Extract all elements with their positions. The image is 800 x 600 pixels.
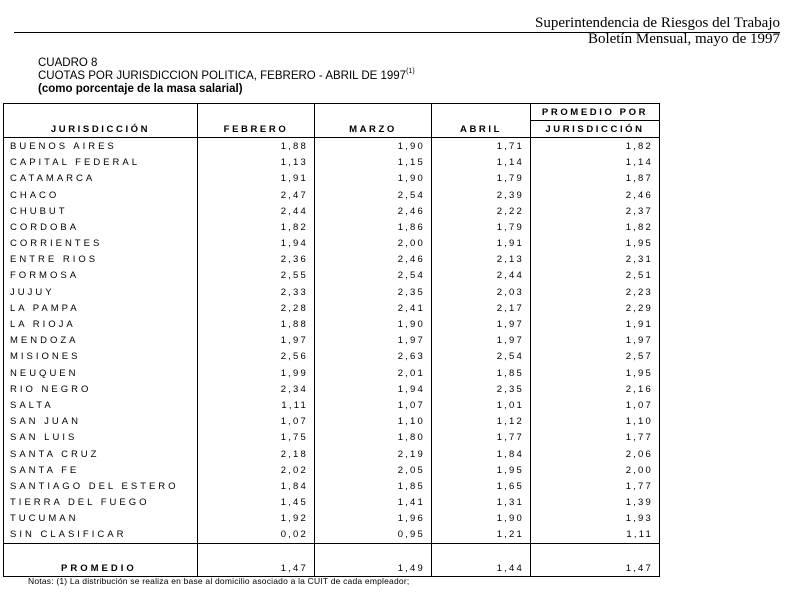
cell-marzo: 1,90 <box>315 171 432 187</box>
cell-marzo: 1,90 <box>315 316 432 332</box>
cell-promedio: 2,46 <box>531 187 660 203</box>
table-row <box>4 462 660 478</box>
table-row <box>4 381 660 397</box>
cell-jurisdiccion: ENTRE RIOS <box>4 252 198 268</box>
cell-marzo: 0,95 <box>315 527 432 544</box>
cell-promedio: 1,95 <box>531 236 660 252</box>
cell-jurisdiccion: RIO NEGRO <box>4 381 198 397</box>
header-promedio-top: PROMEDIO POR <box>531 104 660 121</box>
cell-promedio: 2,29 <box>531 300 660 316</box>
cell-jurisdiccion: SIN CLASIFICAR <box>4 527 198 544</box>
cell-febrero: 1,94 <box>198 236 315 252</box>
cell-jurisdiccion: SAN LUIS <box>4 430 198 446</box>
cell-promedio: 1,87 <box>531 171 660 187</box>
cell-marzo: 2,54 <box>315 268 432 284</box>
cell-marzo: 2,41 <box>315 300 432 316</box>
cell-abril: 2,13 <box>432 252 531 268</box>
cell-abril: 1,12 <box>432 414 531 430</box>
cell-febrero: 1,88 <box>198 316 315 332</box>
cell-marzo: 2,19 <box>315 446 432 462</box>
cell-abril: 1,97 <box>432 316 531 332</box>
cell-febrero: 2,33 <box>198 284 315 300</box>
average-cell-abril: 1,44 <box>432 560 531 577</box>
cell-jurisdiccion: CHACO <box>4 187 198 203</box>
cell-promedio: 2,23 <box>531 284 660 300</box>
cell-promedio: 1,14 <box>531 155 660 171</box>
cell-abril: 1,95 <box>432 462 531 478</box>
cell-febrero: 1,82 <box>198 219 315 235</box>
cell-jurisdiccion: LA RIOJA <box>4 316 198 332</box>
cell-febrero: 1,07 <box>198 414 315 430</box>
cell-marzo: 2,05 <box>315 462 432 478</box>
table-row <box>4 365 660 381</box>
cell-promedio: 2,06 <box>531 446 660 462</box>
table-row <box>4 203 660 219</box>
table-row <box>4 446 660 462</box>
cell-jurisdiccion: MISIONES <box>4 349 198 365</box>
cell-abril: 1,65 <box>432 478 531 494</box>
cell-marzo: 1,96 <box>315 511 432 527</box>
cell-febrero: 1,88 <box>198 138 315 155</box>
cell-promedio: 1,11 <box>531 527 660 544</box>
cell-jurisdiccion: JUJUY <box>4 284 198 300</box>
cell-abril: 1,79 <box>432 219 531 235</box>
cell-promedio: 2,37 <box>531 203 660 219</box>
cell-abril: 1,77 <box>432 430 531 446</box>
cell-febrero: 1,97 <box>198 333 315 349</box>
table-title-text: CUOTAS POR JURISDICCION POLITICA, FEBRERO - ABRIL DE 1997 <box>38 70 407 82</box>
table-row <box>4 219 660 235</box>
cell-abril: 2,44 <box>432 268 531 284</box>
table-title <box>38 70 415 82</box>
table-row <box>4 397 660 413</box>
header-abril: ABRIL <box>432 121 531 138</box>
table-header-row-top <box>4 104 660 121</box>
table-row <box>4 171 660 187</box>
footnote: Notas: (1) La distribución se realiza en base al domicilio asociado a la CUIT de cada empleador; <box>28 576 410 586</box>
table-header-row <box>4 121 660 138</box>
cell-abril: 1,71 <box>432 138 531 155</box>
cell-abril: 2,35 <box>432 381 531 397</box>
cell-marzo: 2,54 <box>315 187 432 203</box>
cell-jurisdiccion: LA PAMPA <box>4 300 198 316</box>
header-bulletin: Boletín Mensual, mayo de 1997 <box>587 31 780 47</box>
cell-febrero: 2,56 <box>198 349 315 365</box>
cell-marzo: 1,85 <box>315 478 432 494</box>
cell-febrero: 2,18 <box>198 446 315 462</box>
cell-febrero: 1,92 <box>198 511 315 527</box>
cell-promedio: 1,10 <box>531 414 660 430</box>
table-average-row <box>4 560 660 577</box>
cell-febrero: 2,44 <box>198 203 315 219</box>
cell-promedio: 2,51 <box>531 268 660 284</box>
cell-promedio: 1,95 <box>531 365 660 381</box>
average-cell-marzo: 1,49 <box>315 560 432 577</box>
table-row <box>4 430 660 446</box>
table-row <box>4 495 660 511</box>
header-promedio-bottom: JURISDICCIÓN <box>531 121 660 138</box>
table-spacer-row <box>4 544 660 561</box>
cell-promedio: 2,00 <box>531 462 660 478</box>
cell-marzo: 1,80 <box>315 430 432 446</box>
cell-abril: 2,54 <box>432 349 531 365</box>
cell-febrero: 1,75 <box>198 430 315 446</box>
cell-marzo: 1,97 <box>315 333 432 349</box>
cell-marzo: 2,46 <box>315 252 432 268</box>
cell-jurisdiccion: TIERRA DEL FUEGO <box>4 495 198 511</box>
table-number: CUADRO 8 <box>38 57 98 69</box>
cell-jurisdiccion: CATAMARCA <box>4 171 198 187</box>
cell-promedio: 1,82 <box>531 219 660 235</box>
cell-promedio: 2,57 <box>531 349 660 365</box>
table-row <box>4 138 660 155</box>
header-febrero: FEBRERO <box>198 121 315 138</box>
table-row <box>4 316 660 332</box>
table-row <box>4 478 660 494</box>
cell-marzo: 1,10 <box>315 414 432 430</box>
header-jurisdiccion: JURISDICCIÓN <box>4 121 198 138</box>
cell-febrero: 2,28 <box>198 300 315 316</box>
cell-febrero: 2,02 <box>198 462 315 478</box>
cell-promedio: 1,82 <box>531 138 660 155</box>
cell-febrero: 1,11 <box>198 397 315 413</box>
cell-jurisdiccion: FORMOSA <box>4 268 198 284</box>
table-row <box>4 284 660 300</box>
cell-jurisdiccion: TUCUMAN <box>4 511 198 527</box>
cell-febrero: 2,55 <box>198 268 315 284</box>
cell-marzo: 2,00 <box>315 236 432 252</box>
cell-jurisdiccion: NEUQUEN <box>4 365 198 381</box>
cell-febrero: 2,34 <box>198 381 315 397</box>
cell-abril: 1,85 <box>432 365 531 381</box>
average-cell-jurisdiccion: PROMEDIO <box>4 560 198 577</box>
cell-febrero: 2,36 <box>198 252 315 268</box>
cell-marzo: 1,86 <box>315 219 432 235</box>
cell-abril: 1,79 <box>432 171 531 187</box>
cell-promedio: 1,07 <box>531 397 660 413</box>
cell-abril: 1,97 <box>432 333 531 349</box>
table-row <box>4 511 660 527</box>
table-row <box>4 527 660 544</box>
cell-febrero: 0,02 <box>198 527 315 544</box>
cell-promedio: 1,97 <box>531 333 660 349</box>
cell-marzo: 2,63 <box>315 349 432 365</box>
cell-marzo: 2,01 <box>315 365 432 381</box>
table-subtitle: (como porcentaje de la masa salarial) <box>38 83 243 95</box>
cell-abril: 1,84 <box>432 446 531 462</box>
cell-abril: 1,14 <box>432 155 531 171</box>
cell-abril: 2,03 <box>432 284 531 300</box>
cell-promedio: 2,31 <box>531 252 660 268</box>
cell-promedio: 1,77 <box>531 478 660 494</box>
cell-promedio: 1,39 <box>531 495 660 511</box>
cell-marzo: 1,41 <box>315 495 432 511</box>
cell-marzo: 1,15 <box>315 155 432 171</box>
table-row <box>4 187 660 203</box>
cell-jurisdiccion: SALTA <box>4 397 198 413</box>
cell-marzo: 1,90 <box>315 138 432 155</box>
cell-jurisdiccion: BUENOS AIRES <box>4 138 198 155</box>
average-cell-febrero: 1,47 <box>198 560 315 577</box>
cell-jurisdiccion: SAN JUAN <box>4 414 198 430</box>
header-institution: Superintendencia de Riesgos del Trabajo <box>535 15 780 31</box>
table-row <box>4 236 660 252</box>
cell-jurisdiccion: CORRIENTES <box>4 236 198 252</box>
quotas-table <box>3 103 660 577</box>
cell-marzo: 1,94 <box>315 381 432 397</box>
cell-febrero: 1,91 <box>198 171 315 187</box>
cell-abril: 1,31 <box>432 495 531 511</box>
table-row <box>4 252 660 268</box>
table-row <box>4 300 660 316</box>
header-marzo: MARZO <box>315 121 432 138</box>
cell-jurisdiccion: CAPITAL FEDERAL <box>4 155 198 171</box>
cell-abril: 2,22 <box>432 203 531 219</box>
cell-promedio: 1,91 <box>531 316 660 332</box>
cell-abril: 2,17 <box>432 300 531 316</box>
cell-jurisdiccion: CORDOBA <box>4 219 198 235</box>
cell-marzo: 2,35 <box>315 284 432 300</box>
cell-promedio: 1,77 <box>531 430 660 446</box>
cell-jurisdiccion: SANTA CRUZ <box>4 446 198 462</box>
cell-jurisdiccion: MENDOZA <box>4 333 198 349</box>
cell-abril: 1,01 <box>432 397 531 413</box>
table-row <box>4 268 660 284</box>
table-title-footnote-ref: (1) <box>406 68 415 75</box>
table-row <box>4 155 660 171</box>
average-cell-promedio: 1,47 <box>531 560 660 577</box>
cell-promedio: 1,93 <box>531 511 660 527</box>
cell-marzo: 1,07 <box>315 397 432 413</box>
cell-febrero: 1,45 <box>198 495 315 511</box>
table-row <box>4 333 660 349</box>
cell-marzo: 2,46 <box>315 203 432 219</box>
cell-abril: 2,39 <box>432 187 531 203</box>
cell-febrero: 1,84 <box>198 478 315 494</box>
table-row <box>4 414 660 430</box>
cell-abril: 1,21 <box>432 527 531 544</box>
cell-promedio: 2,16 <box>531 381 660 397</box>
cell-febrero: 2,47 <box>198 187 315 203</box>
cell-jurisdiccion: SANTA FE <box>4 462 198 478</box>
cell-abril: 1,90 <box>432 511 531 527</box>
cell-jurisdiccion: SANTIAGO DEL ESTERO <box>4 478 198 494</box>
table-row <box>4 349 660 365</box>
cell-abril: 1,91 <box>432 236 531 252</box>
cell-jurisdiccion: CHUBUT <box>4 203 198 219</box>
cell-febrero: 1,99 <box>198 365 315 381</box>
cell-febrero: 1,13 <box>198 155 315 171</box>
